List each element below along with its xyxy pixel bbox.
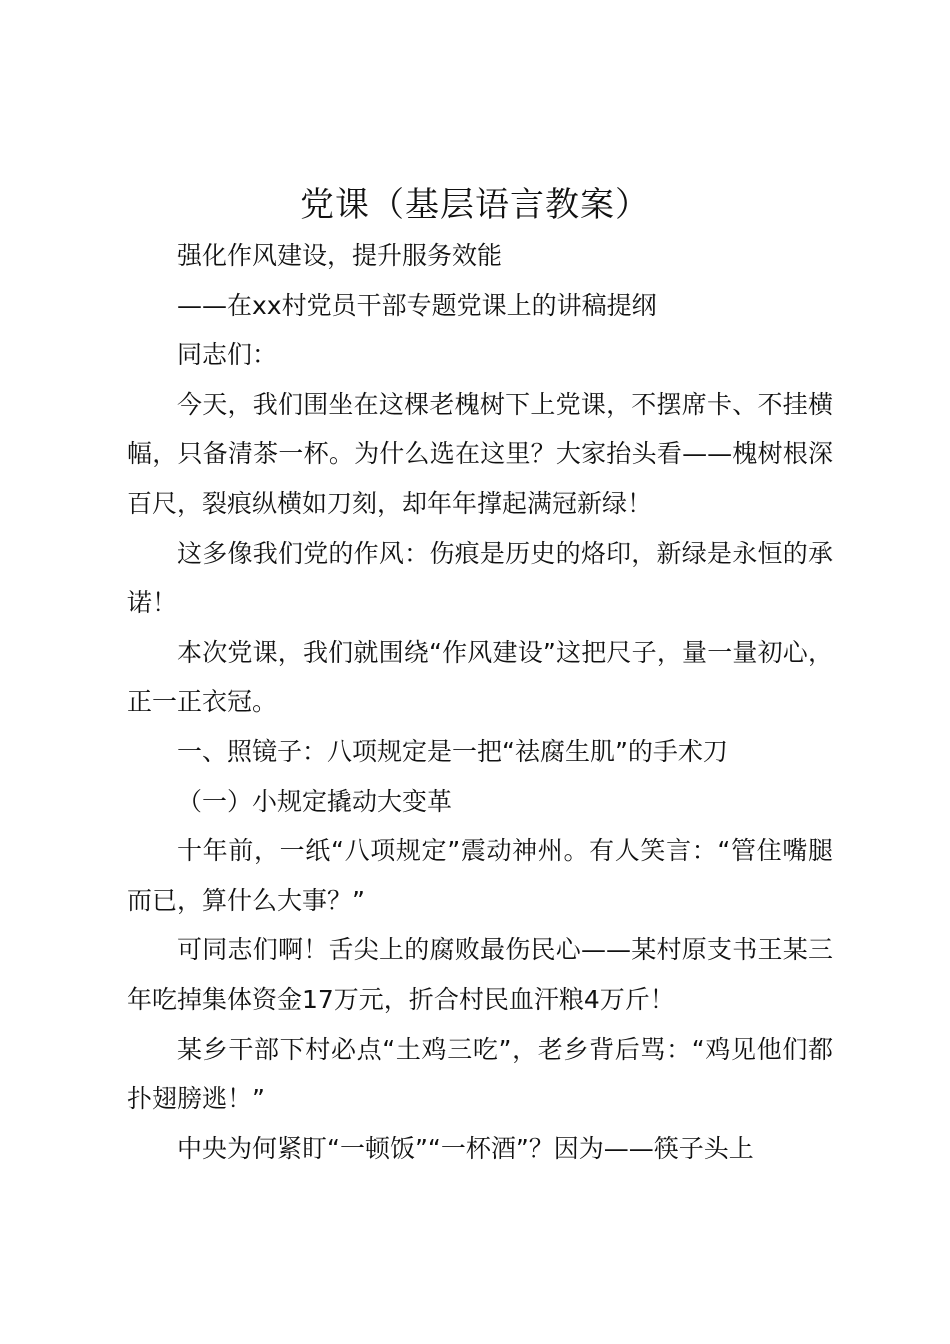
subsection-heading: （一）小规定撬动大变革 xyxy=(177,786,453,816)
subtitle-paragraph: 强化作风建设，提升服务效能 xyxy=(177,241,503,270)
speech-occasion-paragraph: ——在xx村党员干部专题党课上的讲稿提纲 xyxy=(177,290,657,320)
document-title: 党课（基层语言教案） xyxy=(300,185,650,225)
body-paragraph: 今天，我们围坐在这棵老槐树下上党课，不摆席卡、不挂横幅，只备清茶一杯。为什么选在这里？大家抬头看——槐树根深百尺，裂痕纵横如刀刻，却年年撑起满冠新绿！ xyxy=(127,389,833,518)
document-body xyxy=(127,231,833,1173)
salutation-paragraph: 同志们： xyxy=(177,340,278,370)
body-paragraph: 十年前，一纸“八项规定”震动神州。有人笑言：“管住嘴腿而已，算什么大事？” xyxy=(127,836,833,915)
body-paragraph: 这多像我们党的作风：伤痕是历史的烙印，新绿是永恒的承诺！ xyxy=(127,538,833,618)
body-paragraph: 某乡干部下村必点“土鸡三吃”，老乡背后骂：“鸡见他们都扑翅膀逃！” xyxy=(127,1034,833,1114)
body-paragraph: 可同志们啊！舌尖上的腐败最伤民心——某村原支书王某三年吃掉集体资金17万元，折合村民血汗粮4万斤！ xyxy=(127,935,833,1014)
section-heading: 一、照镜子：八项规定是一把“祛腐生肌”的手术刀 xyxy=(177,736,728,766)
body-paragraph: 本次党课，我们就围绕“作风建设”这把尺子，量一量初心，正一正衣冠。 xyxy=(127,637,833,717)
body-paragraph: 中央为何紧盯“一顿饭”“一杯酒”？因为——筷子头上 xyxy=(177,1133,754,1163)
